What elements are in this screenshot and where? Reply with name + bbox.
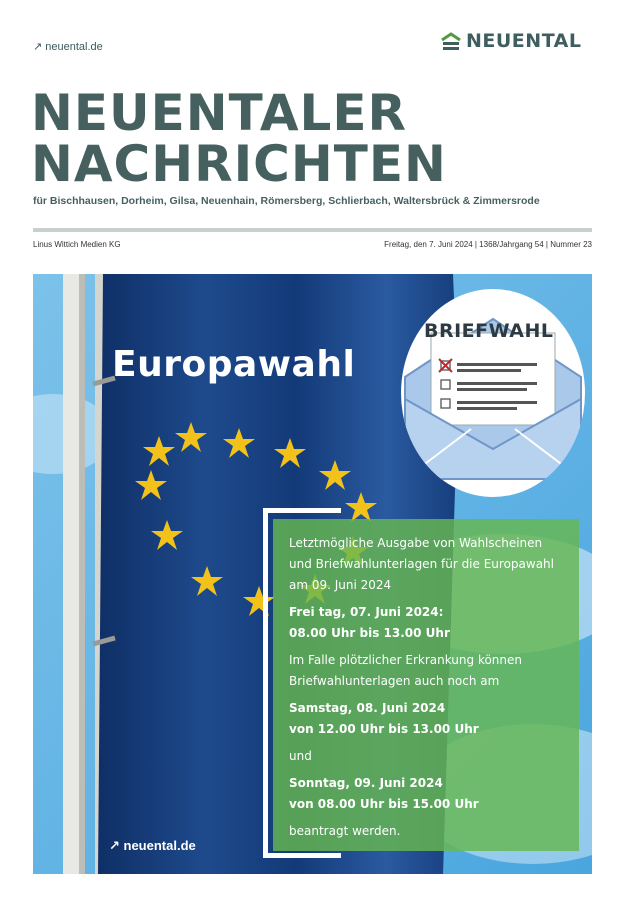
logo-text: NEUENTAL xyxy=(466,30,582,52)
hero-title: Europawahl xyxy=(112,344,356,385)
info-date-2: Samstag, 08. Juni 2024 xyxy=(289,701,446,715)
newspaper-subtitle: für Bischhausen, Dorheim, Gilsa, Neuenhain, Römersberg, Schlierbach, Waltersbrück & Zimmersrode xyxy=(33,195,540,207)
info-time-3: von 08.00 Uhr bis 15.00 Uhr xyxy=(289,797,479,811)
info-date-1: Frei tag, 07. Juni 2024: xyxy=(289,605,444,619)
info-intro: Letztmögliche Ausgabe von Wahlscheinen und Briefwahlunterlagen für die Europawahl am 09. Juni 2024 xyxy=(289,536,554,592)
issue-info: Freitag, den 7. Juni 2024 | 1368/Jahrgang 54 | Nummer 23 xyxy=(384,240,592,249)
newspaper-title-line-2: NACHRICHTEN xyxy=(31,135,447,193)
header-divider xyxy=(33,228,592,232)
neuental-logo xyxy=(441,30,582,52)
hero-website-link[interactable]: ↗ neuental.de xyxy=(109,838,196,853)
website-link[interactable]: ↗ neuental.de xyxy=(33,41,103,53)
newspaper-title-line-1: NEUENTALER xyxy=(31,84,408,142)
info-illness-note: Im Falle plötzlicher Erkrankung können Briefwahlunterlagen auch noch am xyxy=(289,653,523,688)
logo-mark-icon xyxy=(441,31,461,51)
info-conjunction: und xyxy=(289,749,312,763)
info-time-1: 08.00 Uhr bis 13.00 Uhr xyxy=(289,626,450,640)
info-closing: beantragt werden. xyxy=(289,824,401,838)
info-date-3: Sonntag, 09. Juni 2024 xyxy=(289,776,443,790)
publisher-name: Linus Wittich Medien KG xyxy=(33,240,121,249)
info-time-2: von 12.00 Uhr bis 13.00 Uhr xyxy=(289,722,479,736)
election-info-box xyxy=(273,519,579,851)
cover-image xyxy=(33,274,592,874)
briefwahl-label: BRIEFWAHL xyxy=(424,320,554,342)
